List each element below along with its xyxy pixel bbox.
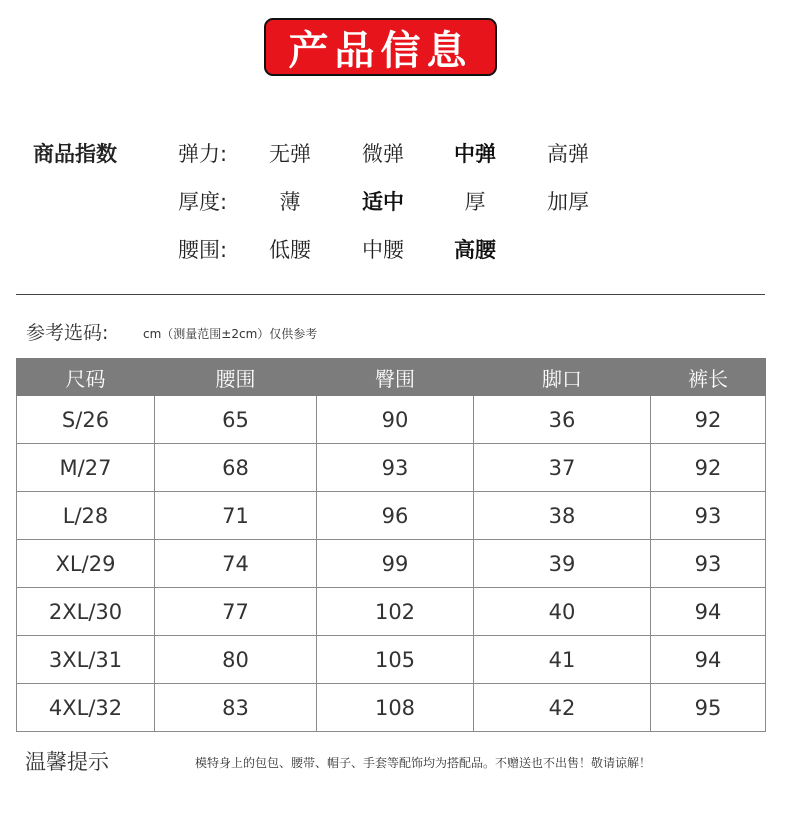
table-row bbox=[17, 636, 766, 684]
table-row bbox=[17, 540, 766, 588]
title-banner bbox=[264, 18, 497, 76]
index-row-label: 厚度: bbox=[178, 190, 228, 214]
page-title: 产品信息 bbox=[288, 27, 473, 74]
index-heading: 商品指数 bbox=[33, 142, 117, 166]
header-length: 裤长 bbox=[651, 359, 766, 396]
cell-leg-opening: 39 bbox=[474, 540, 651, 588]
cell-leg-opening: 40 bbox=[474, 588, 651, 636]
cell-length: 95 bbox=[651, 684, 766, 732]
cell-leg-opening: 36 bbox=[474, 396, 651, 444]
index-row bbox=[0, 234, 790, 266]
cell-size: S/26 bbox=[17, 396, 155, 444]
index-row-label: 腰围: bbox=[178, 238, 228, 262]
cell-leg-opening: 38 bbox=[474, 492, 651, 540]
table-row bbox=[17, 684, 766, 732]
index-option: 低腰 bbox=[269, 238, 311, 262]
index-option-selected: 高腰 bbox=[454, 238, 496, 262]
size-reference-label: 参考选码: bbox=[26, 322, 109, 344]
cell-waist: 83 bbox=[155, 684, 317, 732]
cell-hip: 99 bbox=[317, 540, 474, 588]
header-size: 尺码 bbox=[17, 359, 155, 396]
index-option: 微弹 bbox=[362, 142, 404, 166]
index-option: 中腰 bbox=[362, 238, 404, 262]
cell-size: 4XL/32 bbox=[17, 684, 155, 732]
cell-waist: 71 bbox=[155, 492, 317, 540]
size-table bbox=[16, 358, 766, 732]
index-option-selected: 中弹 bbox=[454, 142, 496, 166]
index-row bbox=[0, 186, 790, 218]
cell-length: 92 bbox=[651, 444, 766, 492]
cell-size: 2XL/30 bbox=[17, 588, 155, 636]
cell-size: L/28 bbox=[17, 492, 155, 540]
cell-hip: 90 bbox=[317, 396, 474, 444]
cell-hip: 96 bbox=[317, 492, 474, 540]
cell-hip: 93 bbox=[317, 444, 474, 492]
cell-length: 94 bbox=[651, 588, 766, 636]
cell-leg-opening: 41 bbox=[474, 636, 651, 684]
cell-waist: 68 bbox=[155, 444, 317, 492]
cell-hip: 102 bbox=[317, 588, 474, 636]
cell-waist: 77 bbox=[155, 588, 317, 636]
index-row bbox=[0, 138, 790, 170]
index-option: 加厚 bbox=[547, 190, 589, 214]
cell-length: 94 bbox=[651, 636, 766, 684]
cell-length: 93 bbox=[651, 540, 766, 588]
header-waist: 腰围 bbox=[155, 359, 317, 396]
cell-waist: 65 bbox=[155, 396, 317, 444]
table-row bbox=[17, 396, 766, 444]
cell-waist: 80 bbox=[155, 636, 317, 684]
cell-size: XL/29 bbox=[17, 540, 155, 588]
tips-text: 模特身上的包包、腰带、帽子、手套等配饰均为搭配品。不赠送也不出售！敬请谅解！ bbox=[195, 756, 652, 770]
table-row bbox=[17, 588, 766, 636]
cell-length: 93 bbox=[651, 492, 766, 540]
cell-leg-opening: 37 bbox=[474, 444, 651, 492]
header-hip: 臀围 bbox=[317, 359, 474, 396]
cell-leg-opening: 42 bbox=[474, 684, 651, 732]
index-option: 薄 bbox=[279, 190, 301, 214]
table-row bbox=[17, 444, 766, 492]
cell-hip: 108 bbox=[317, 684, 474, 732]
header-leg-opening: 脚口 bbox=[474, 359, 651, 396]
index-option: 厚 bbox=[464, 190, 486, 214]
cell-length: 92 bbox=[651, 396, 766, 444]
index-option-selected: 适中 bbox=[362, 190, 404, 214]
index-option: 高弹 bbox=[547, 142, 589, 166]
cell-size: M/27 bbox=[17, 444, 155, 492]
index-row-label: 弹力: bbox=[178, 142, 228, 166]
size-reference-note: cm（测量范围±2cm）仅供参考 bbox=[143, 327, 318, 341]
section-divider bbox=[16, 294, 765, 295]
tips-title: 温馨提示 bbox=[25, 750, 109, 774]
cell-waist: 74 bbox=[155, 540, 317, 588]
cell-size: 3XL/31 bbox=[17, 636, 155, 684]
size-table-header-row bbox=[17, 359, 766, 396]
cell-hip: 105 bbox=[317, 636, 474, 684]
index-option: 无弹 bbox=[269, 142, 311, 166]
table-row bbox=[17, 492, 766, 540]
